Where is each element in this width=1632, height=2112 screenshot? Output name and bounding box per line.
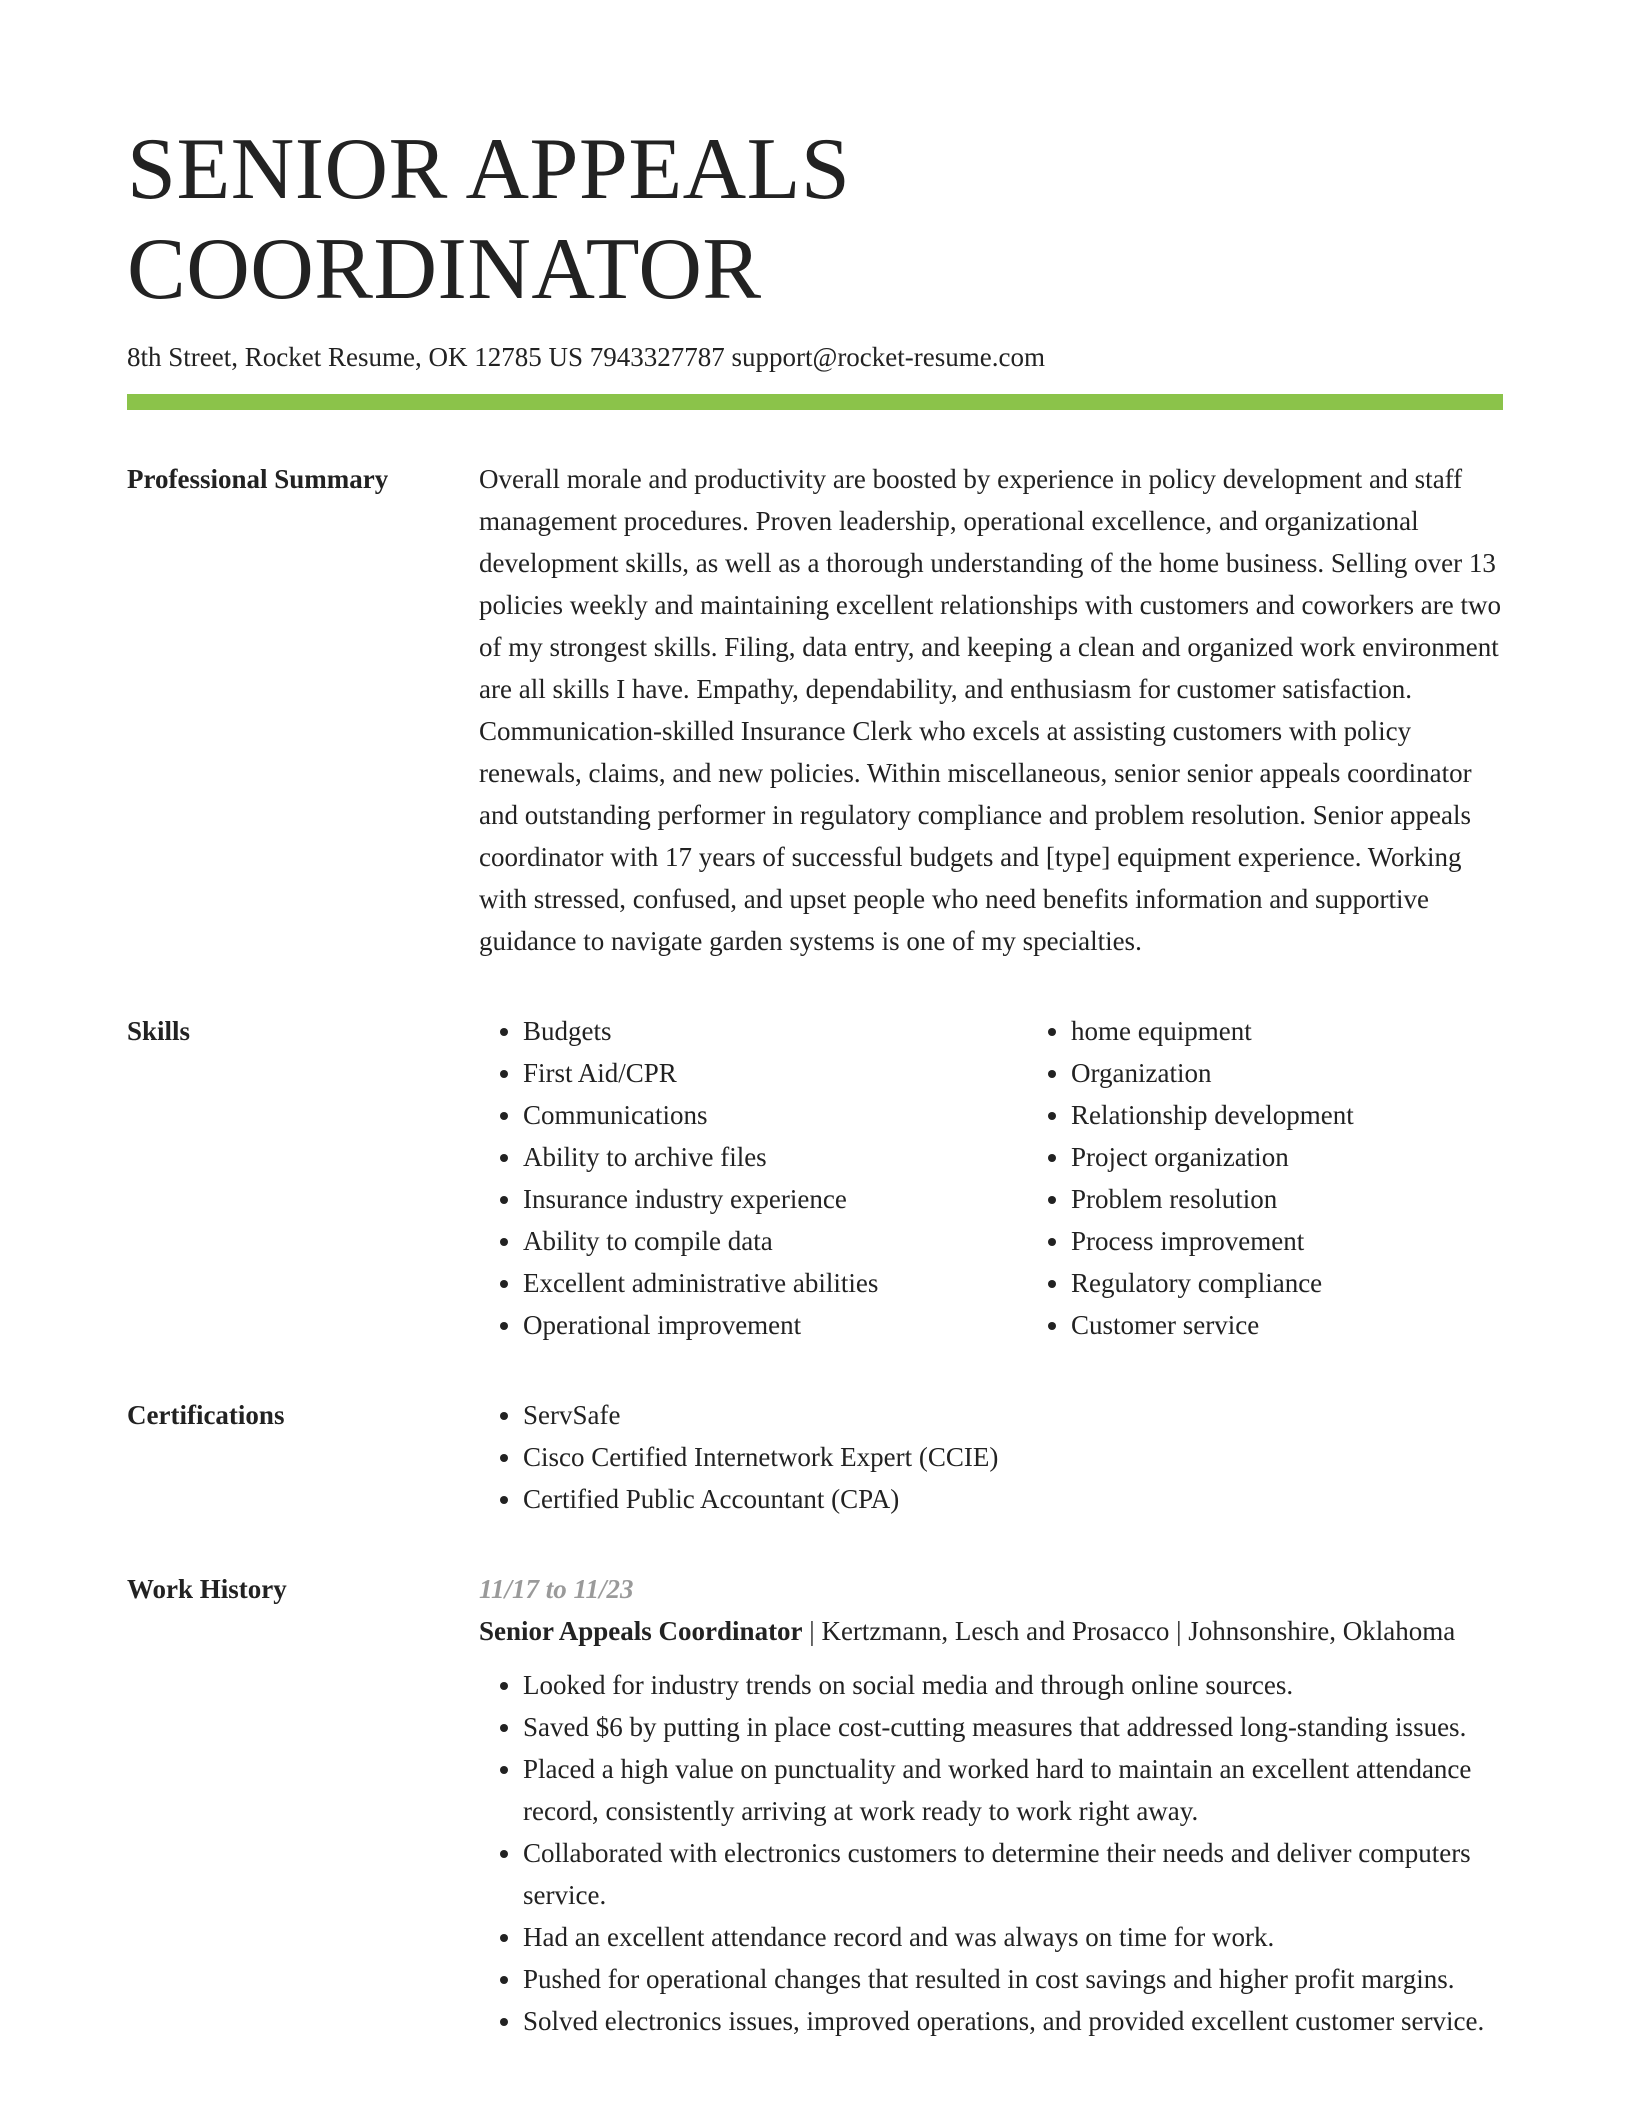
summary-section bbox=[127, 458, 1503, 962]
skill-item: • Communications bbox=[523, 1094, 1027, 1136]
skill-item: • Problem resolution bbox=[1071, 1178, 1575, 1220]
job-title: Senior Appeals Coordinator bbox=[479, 1616, 803, 1646]
skill-item: • Budgets bbox=[523, 1010, 1027, 1052]
certification-item: • ServSafe bbox=[523, 1394, 1503, 1436]
certification-item: • Certified Public Accountant (CPA) bbox=[523, 1478, 1503, 1520]
job-bullet: • Saved $6 by putting in place cost-cutting measures that addressed long-standing issues. bbox=[523, 1706, 1503, 1748]
resume-page bbox=[127, 120, 1503, 2042]
certifications-heading: Certifications bbox=[127, 1400, 285, 1430]
summary-body bbox=[479, 458, 1503, 962]
skill-item: • Ability to compile data bbox=[523, 1220, 1027, 1262]
work-history-heading: Work History bbox=[127, 1574, 287, 1604]
skill-item: • Relationship development bbox=[1071, 1094, 1575, 1136]
work-history-body bbox=[479, 1568, 1503, 2042]
header-divider bbox=[127, 394, 1503, 410]
skill-item: • Operational improvement bbox=[523, 1304, 1027, 1346]
skill-item: • Organization bbox=[1071, 1052, 1575, 1094]
job-bullet: • Pushed for operational changes that resulted in cost savings and higher profit margins. bbox=[523, 1958, 1503, 2000]
job-heading bbox=[479, 1610, 1503, 1652]
skill-item: • Insurance industry experience bbox=[523, 1178, 1027, 1220]
skill-item: • Excellent administrative abilities bbox=[523, 1262, 1027, 1304]
job-bullet: • Looked for industry trends on social media and through online sources. bbox=[523, 1664, 1503, 1706]
skill-item: • Regulatory compliance bbox=[1071, 1262, 1575, 1304]
skill-item: • First Aid/CPR bbox=[523, 1052, 1027, 1094]
summary-text: Overall morale and productivity are boosted by experience in policy development and staff management procedures. Proven leadership, operational excellence, and organizational development skills, as well as a thorough understanding of the home business. Selling over 13 policies weekly and maintaining excellent relationships with customers and coworkers are two of my strongest skills. Filing, data entry, and keeping a clean and organized work environment are all skills I have. Empathy, dependability, and enthusiasm for customer satisfaction. Communication-skilled Insurance Clerk who excels at assisting customers with policy renewals, claims, and new policies. Within miscellaneous, senior senior appeals coordinator and outstanding performer in regulatory compliance and problem resolution. Senior appeals coordinator with 17 years of successful budgets and [type] equipment experience. Working with stressed, confused, and upset people who need benefits information and supportive guidance to navigate garden systems is one of my specialties. bbox=[479, 464, 1501, 956]
certifications-list bbox=[479, 1394, 1503, 1520]
skill-item: • Process improvement bbox=[1071, 1220, 1575, 1262]
certifications-body bbox=[479, 1394, 1503, 1520]
skills-list-right bbox=[1027, 1010, 1575, 1346]
skills-list-left bbox=[479, 1010, 1027, 1346]
job-bullets bbox=[479, 1664, 1503, 2042]
skill-item: • Ability to archive files bbox=[523, 1136, 1027, 1178]
skill-item: • home equipment bbox=[1071, 1010, 1575, 1052]
job-dates: 11/17 to 11/23 bbox=[479, 1574, 634, 1604]
skill-item: • Project organization bbox=[1071, 1136, 1575, 1178]
job-bullet: • Placed a high value on punctuality and worked hard to maintain an excellent attendance record, consistently arriving at work ready to work right away. bbox=[523, 1748, 1503, 1832]
contact-info: 8th Street, Rocket Resume, OK 12785 US 7943327787 support@rocket-resume.com bbox=[127, 342, 1045, 372]
skills-heading: Skills bbox=[127, 1016, 191, 1046]
skills-body bbox=[479, 1010, 1575, 1346]
skills-section bbox=[127, 1010, 1503, 1346]
certification-item: • Cisco Certified Internetwork Expert (CCIE) bbox=[523, 1436, 1503, 1478]
job-bullet: • Collaborated with electronics customers to determine their needs and deliver computers service. bbox=[523, 1832, 1503, 1916]
job-bullet: • Had an excellent attendance record and was always on time for work. bbox=[523, 1916, 1503, 1958]
resume-title: SENIOR APPEALS COORDINATOR bbox=[127, 121, 851, 318]
work-history-section bbox=[127, 1568, 1503, 2042]
certifications-section bbox=[127, 1394, 1503, 1520]
job-bullet: • Solved electronics issues, improved operations, and provided excellent customer service. bbox=[523, 2000, 1503, 2042]
skill-item: • Customer service bbox=[1071, 1304, 1575, 1346]
job-details: | Kertzmann, Lesch and Prosacco | Johnsonshire, Oklahoma bbox=[802, 1616, 1456, 1646]
summary-heading: Professional Summary bbox=[127, 464, 389, 494]
